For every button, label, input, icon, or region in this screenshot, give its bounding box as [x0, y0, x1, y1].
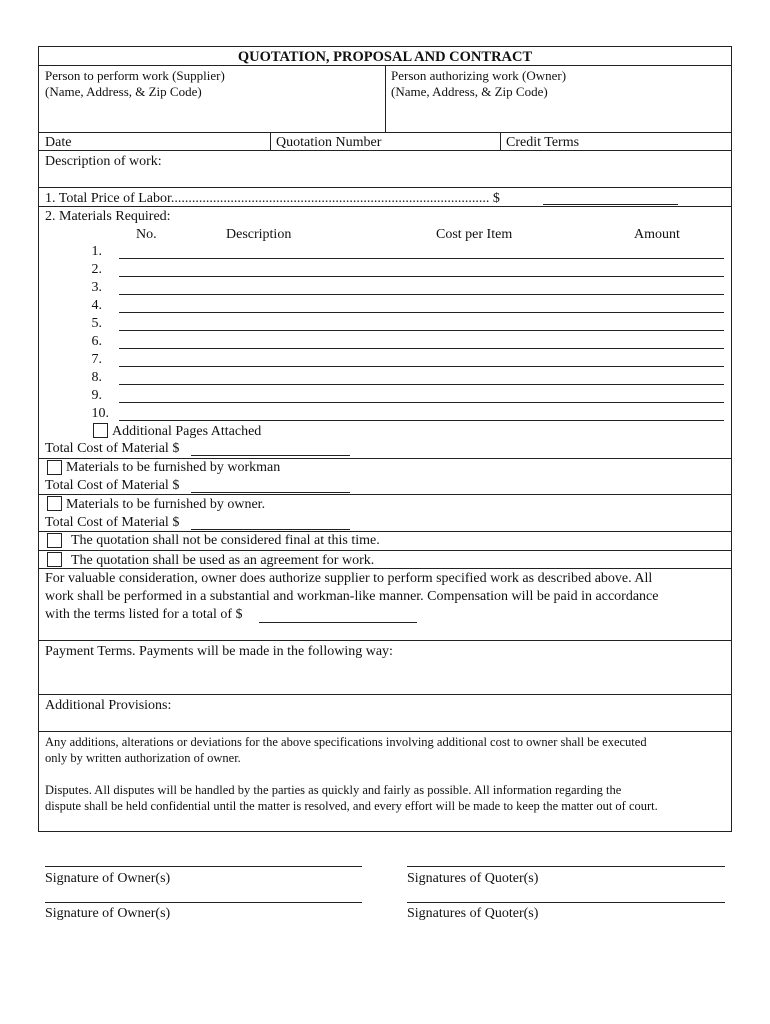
- quoter-signature-label: Signatures of Quoter(s): [407, 871, 539, 886]
- payment-terms-field[interactable]: [40, 662, 728, 692]
- alterations-line: only by written authorization of owner.: [45, 751, 241, 765]
- payment-terms-label: Payment Terms. Payments will be made in the following way:: [45, 644, 393, 659]
- total-material-label: Total Cost of Material $: [45, 441, 180, 456]
- date-label: Date: [45, 135, 72, 150]
- furnished-by-owner-checkbox[interactable]: [47, 496, 62, 511]
- contract-total-line[interactable]: [259, 622, 417, 623]
- not-final-checkbox[interactable]: [47, 533, 62, 548]
- additional-pages-label: Additional Pages Attached: [112, 424, 262, 439]
- disputes-line: Disputes. All disputes will be handled by the parties as quickly and fairly as possible. All information regarding the: [45, 783, 622, 797]
- owner-signature-line[interactable]: [45, 902, 362, 903]
- column-cost-per-item: Cost per Item: [436, 227, 513, 242]
- furnished-by-workman-label: Materials to be furnished by workman: [66, 460, 281, 475]
- material-row-line[interactable]: [119, 420, 724, 421]
- total-material-label: Total Cost of Material $: [45, 478, 180, 493]
- divider: [500, 132, 501, 150]
- material-row-line[interactable]: [119, 384, 724, 385]
- divider: [38, 132, 731, 133]
- alterations-line: Any additions, alterations or deviations for the above specifications involving additional cost to owner shall be executed: [45, 735, 647, 749]
- row-number: 4.: [91, 298, 102, 313]
- divider: [385, 65, 386, 132]
- materials-label: 2. Materials Required:: [45, 209, 171, 224]
- consideration-line: with the terms listed for a total of $: [45, 607, 243, 622]
- material-row-line[interactable]: [119, 276, 724, 277]
- consideration-line: work shall be performed in a substantial and workman-like manner. Compensation will be paid in accordance: [45, 589, 659, 604]
- material-row-line[interactable]: [119, 348, 724, 349]
- row-number: 7.: [91, 352, 102, 367]
- column-amount: Amount: [634, 227, 680, 242]
- quoter-signature-line[interactable]: [407, 902, 725, 903]
- divider: [38, 206, 731, 207]
- consideration-line: For valuable consideration, owner does authorize supplier to perform specified work as described above. All: [45, 571, 653, 586]
- divider: [38, 187, 731, 188]
- column-description: Description: [226, 227, 292, 242]
- divider: [38, 568, 731, 569]
- quoter-signature-line[interactable]: [407, 866, 725, 867]
- owner-signature-label: Signature of Owner(s): [45, 906, 171, 921]
- furnished-by-workman-checkbox[interactable]: [47, 460, 62, 475]
- owner-signature-label: Signature of Owner(s): [45, 871, 171, 886]
- not-final-label: The quotation shall not be considered final at this time.: [71, 533, 380, 548]
- divider: [38, 531, 731, 532]
- owner-label: Person authorizing work (Owner): [391, 68, 567, 83]
- disputes-line: dispute shall be held confidential until the matter is resolved, and every effort will be made to keep the matter out of court.: [45, 799, 658, 813]
- divider: [38, 550, 731, 551]
- row-number: 2.: [91, 262, 102, 277]
- divider: [38, 458, 731, 459]
- owner-signature-line[interactable]: [45, 866, 362, 867]
- labor-label: 1. Total Price of Labor........................................................................................... $: [45, 191, 500, 206]
- divider: [270, 132, 271, 150]
- description-field[interactable]: [40, 171, 728, 186]
- supplier-field[interactable]: [40, 102, 383, 130]
- supplier-label: Person to perform work (Supplier): [45, 68, 225, 83]
- row-number: 9.: [91, 388, 102, 403]
- divider: [38, 494, 731, 495]
- material-row-line[interactable]: [119, 330, 724, 331]
- additional-pages-checkbox[interactable]: [93, 423, 108, 438]
- row-number: 8.: [91, 370, 102, 385]
- material-row-line[interactable]: [119, 312, 724, 313]
- credit-terms-label: Credit Terms: [506, 135, 580, 150]
- total-material-line[interactable]: [191, 455, 350, 456]
- supplier-sublabel: (Name, Address, & Zip Code): [45, 84, 202, 99]
- furnished-by-owner-label: Materials to be furnished by owner.: [66, 497, 266, 512]
- divider: [38, 150, 731, 151]
- quoter-signature-label: Signatures of Quoter(s): [407, 906, 539, 921]
- total-material-line[interactable]: [191, 492, 350, 493]
- form-title: QUOTATION, PROPOSAL AND CONTRACT: [237, 49, 533, 65]
- description-label: Description of work:: [45, 154, 162, 169]
- divider: [38, 640, 731, 641]
- agreement-checkbox[interactable]: [47, 552, 62, 567]
- row-number: 3.: [91, 280, 102, 295]
- material-row-line[interactable]: [119, 294, 724, 295]
- row-number: 1.: [91, 244, 102, 259]
- row-number: 5.: [91, 316, 102, 331]
- row-number: 10.: [91, 406, 109, 421]
- quotation-number-label: Quotation Number: [276, 135, 382, 150]
- labor-input-line[interactable]: [543, 204, 678, 205]
- row-number: 6.: [91, 334, 102, 349]
- owner-field[interactable]: [388, 102, 728, 130]
- divider: [38, 731, 731, 732]
- additional-provisions-field[interactable]: [40, 715, 728, 729]
- divider: [38, 694, 731, 695]
- total-material-line[interactable]: [191, 529, 350, 530]
- total-material-label: Total Cost of Material $: [45, 515, 180, 530]
- owner-sublabel: (Name, Address, & Zip Code): [391, 84, 548, 99]
- material-row-line[interactable]: [119, 402, 724, 403]
- additional-provisions-label: Additional Provisions:: [45, 698, 172, 713]
- material-row-line[interactable]: [119, 258, 724, 259]
- agreement-label: The quotation shall be used as an agreement for work.: [71, 553, 375, 568]
- column-no: No.: [136, 227, 157, 242]
- material-row-line[interactable]: [119, 366, 724, 367]
